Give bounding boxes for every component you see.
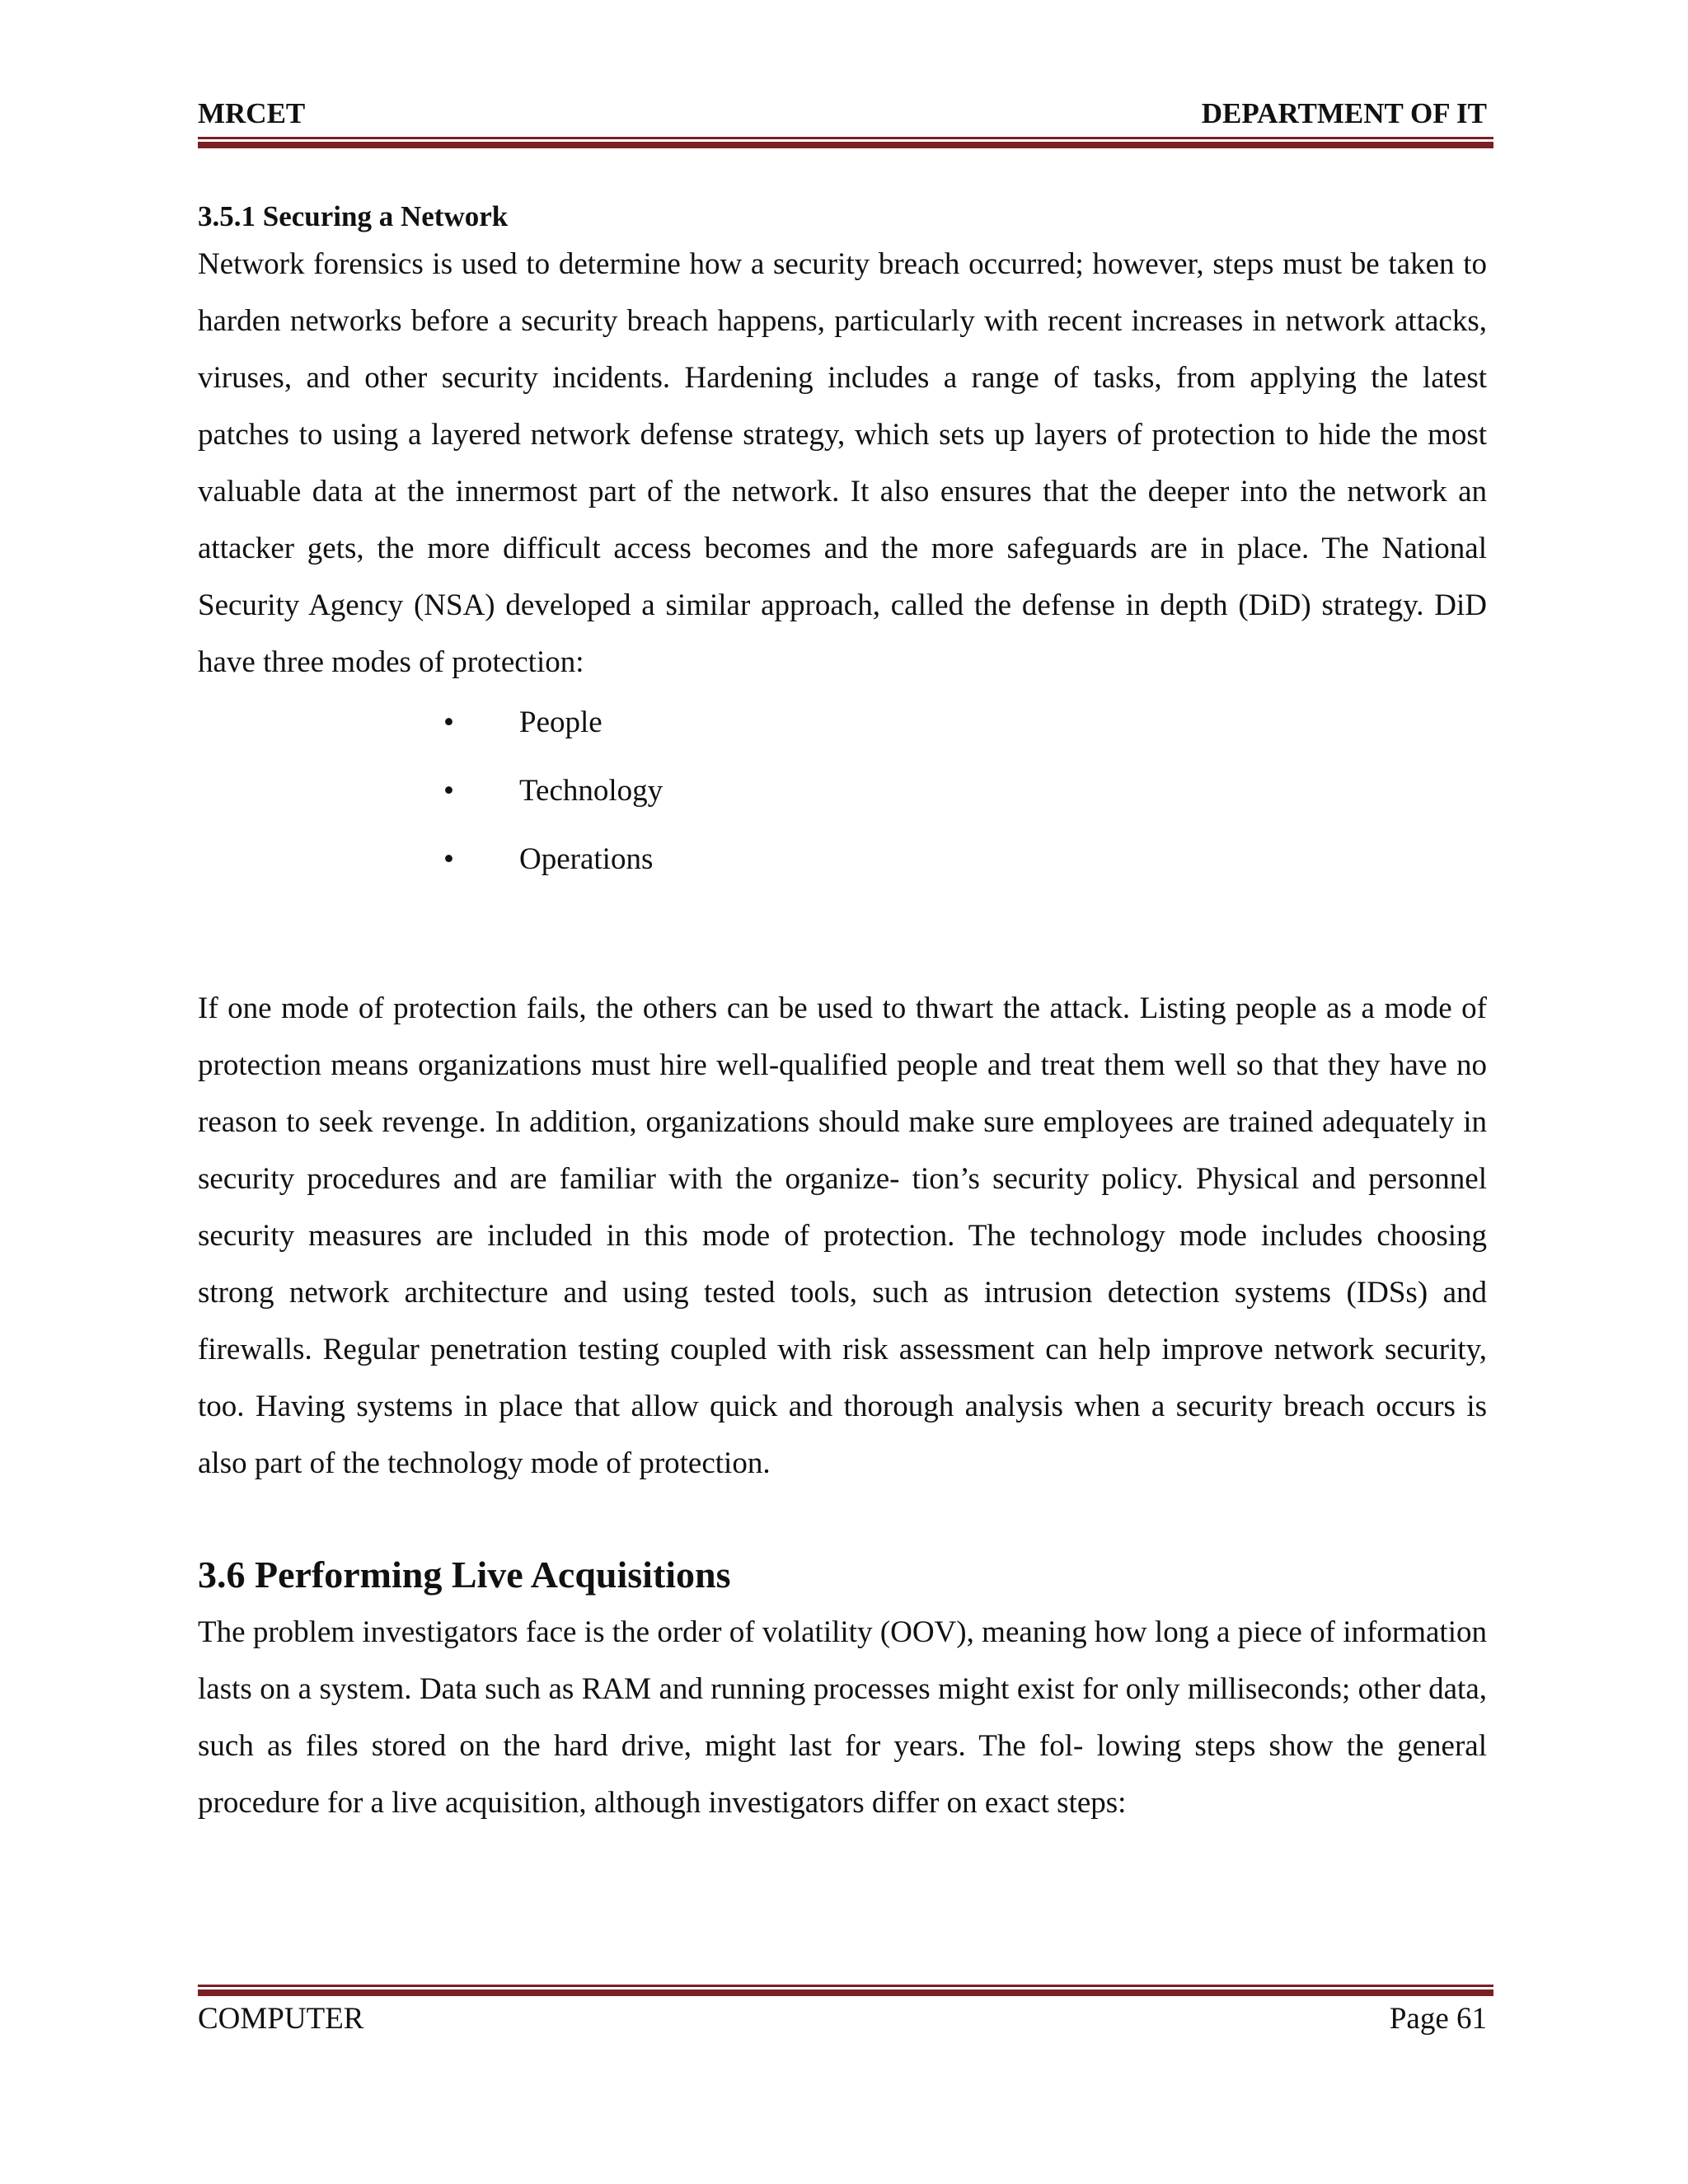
spacer: [198, 907, 1487, 980]
bullet-icon: •: [443, 705, 454, 739]
header-rule-thick: [198, 142, 1493, 148]
page-content: [198, 198, 1487, 1831]
footer-subject: COMPUTER: [198, 2002, 364, 2036]
header-department: DEPARTMENT OF IT: [1201, 97, 1487, 129]
list-item: [198, 771, 1487, 839]
paragraph-protection-modes: If one mode of protection fails, the others can be used to thwart the attack. Listing people as a mode of protection means organizations must hire well-qualified people and treat them well so that they have no reason to seek revenge. In addition, organizations should make sure employees are trained adequately in security procedures and are familiar with the organize- tion’s security policy. Physical and personnel security measures are included in this mode of protection. The technology mode includes choosing strong network architecture and using tested tools, such as intrusion detection systems (IDSs) and firewalls. Regular penetration testing coupled with risk assessment can help improve network security, too. Having systems in place that allow quick and thorough analysis when a security breach occurs is also part of the technology mode of protection.: [198, 991, 1487, 1480]
footer-rule-thick: [198, 1990, 1493, 1996]
paragraph-live-acquisitions: The problem investigators face is the order of volatility (OOV), meaning how long a piece of information lasts on a system. Data such as RAM and running processes might exist for only milliseconds; other data, such as files stored on the hard drive, might last for years. The fol- lowing steps show the general procedure for a live acquisition, although investigators differ on exact steps:: [198, 1615, 1487, 1820]
list-item: [198, 839, 1487, 907]
page-header: [198, 97, 1487, 138]
list-item-label: Operations: [519, 842, 654, 876]
list-item: [198, 702, 1487, 771]
page-number: Page 61: [1389, 2002, 1487, 2036]
header-institution: MRCET: [198, 97, 306, 129]
spacer: [198, 1492, 1487, 1546]
list-item-label: Technology: [519, 774, 663, 808]
section-heading: 3.6 Performing Live Acquisitions: [198, 1554, 731, 1596]
header-rule-thin: [198, 137, 1493, 139]
paragraph-securing-network: Network forensics is used to determine how a security breach occurred; however, steps must be taken to harden networks before a security breach happens, particularly with recent increases in network attacks, viruses, and other security incidents. Hardening includes a range of tasks, from applying the latest patches to using a layered network defense strategy, which sets up layers of protection to hide the most valuable data at the innermost part of the network. It also ensures that the deeper into the network an attacker gets, the more difficult access becomes and the more safeguards are in place. The National Security Agency (NSA) developed a similar approach, called the defense in depth (DiD) strategy. DiD have three modes of protection:: [198, 247, 1487, 679]
bullet-icon: •: [443, 842, 454, 876]
protection-modes-list: [198, 702, 1487, 907]
subsection-heading: 3.5.1 Securing a Network: [198, 200, 509, 232]
bullet-icon: •: [443, 774, 454, 808]
list-item-label: People: [519, 705, 603, 739]
footer-rule-thin: [198, 1985, 1493, 1987]
